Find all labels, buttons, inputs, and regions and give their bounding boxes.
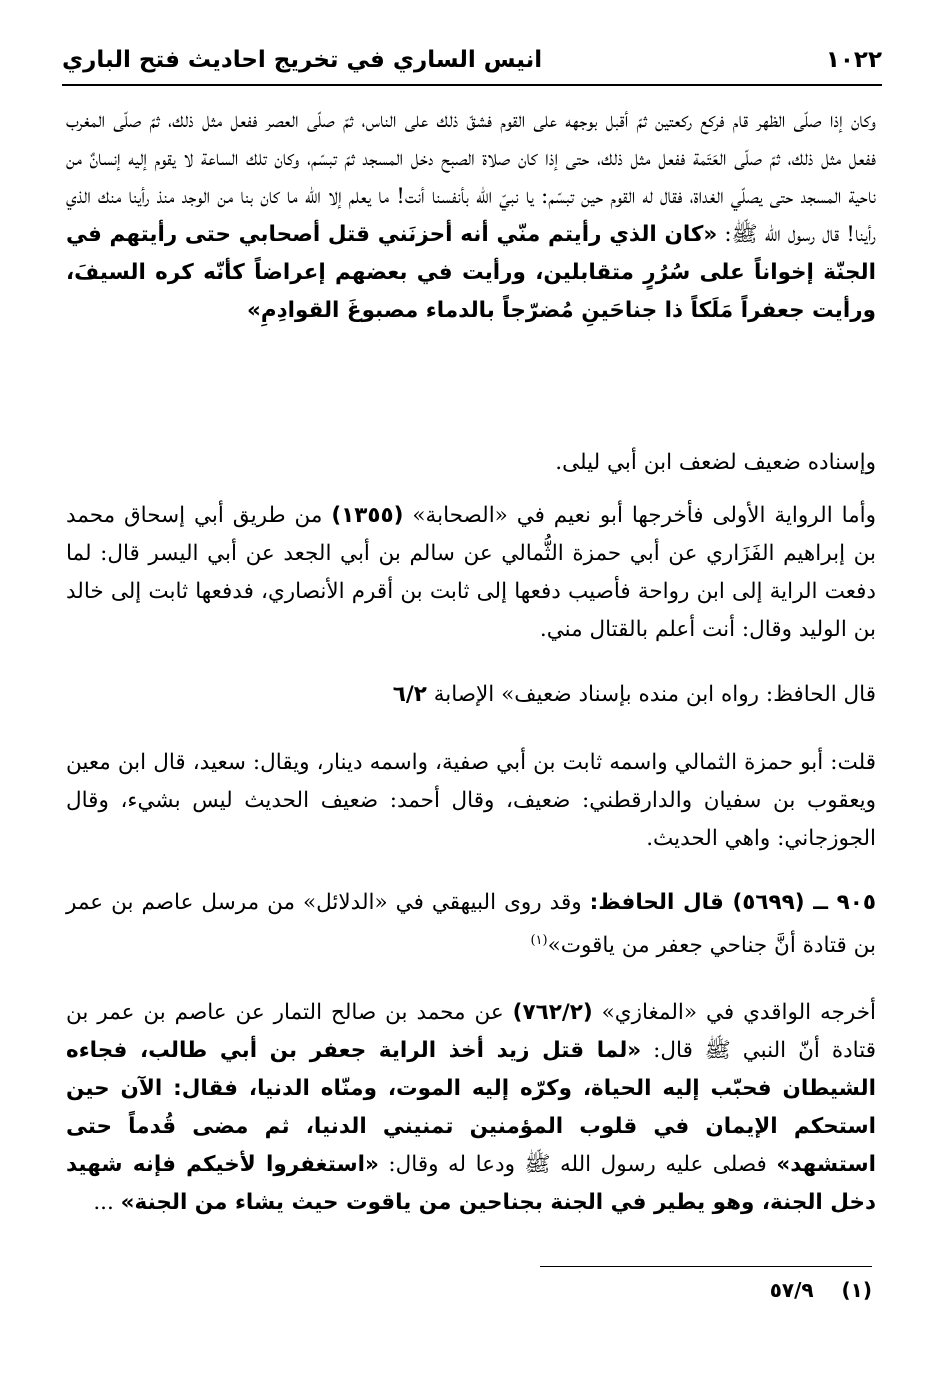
hadith-quote-2: «استغفروا لأخيكم فإنه شهيد دخل الجنة، وهو يطير في الجنة بجناحين من ياقوت حيث يشاء من الجنة» (66, 1152, 876, 1215)
footnote-mark: (١) (841, 1278, 872, 1302)
header-divider (62, 84, 882, 86)
paragraph-hadith-narration (66, 102, 876, 330)
footnote-text: ٥٧/٩ (769, 1278, 814, 1302)
hadith-number: (١٣٥٥) (331, 503, 404, 528)
paragraph-first-narration (66, 497, 876, 649)
hadith-quote-1: «لما قتل زيد أخذ الراية جعفر بن أبي طالب، فجاءه الشيطان فحبّب إليه الحياة، وكرّه إليه الموت، ومنّاه الدنيا، فقال: الآن حين استحكم الإيمان في قلوب المؤمنين تمنيني الدنيا، ثم مضى قُدماً حتى استشهد» (66, 1038, 876, 1177)
footnote-divider (540, 1266, 872, 1267)
prophet-quote: «كان الذي رأيتم منّي أنه أحزنَني قتل أصحابي حتى رأيتهم في الجنّة إخواناً على سُرُرٍ متقابلين، ورأيت في بعضهم إعراضاً كأنّه كره السيفَ، ورأيت جعفراً مَلَكاً ذا جناحَينِ مُضرّجاً بالدماء مصبوغَ القوادِمِ» (66, 222, 876, 323)
paragraph-hafiz-quote (66, 676, 876, 714)
entry-label: ٩٠٥ ــ (٥٦٩٩) قال الحافظ: (589, 890, 876, 915)
takhrij-intro: أخرجه الواقدي في «المغازي» (601, 1000, 876, 1025)
narration-text: وكان إذا صلّى الظهر قام فركع ركعتين ثمّ أقبل بوجهه على القوم فشقّ ذلك على الناس، ثمّ صلّى العصر ففعل مثل ذلك، ثمّ صلّى المغرب ففعل مثل ذلك، ثمّ صلّى العَتَمة ففعل مثل ذلك، حتى إذا كان صلاة الصبح دخل المسجد ثمّ تبسّم، وكان تلك الساعة لا يقوم إليه إنسانٌ من ناحية المسجد حتى يصلّي الغداة، فقال له القوم حين تبسّم: يا نبيّ الله بأنفسنا أنت! ما يعلم إلا الله ما كان بنا من الوجد منذ رأينا منك الذي رأينا! قال رسول الله ﷺ: (66, 108, 876, 247)
first-narration-intro: وأما الرواية الأولى فأخرجها أبو نعيم في «الصحابة» (412, 503, 876, 528)
author-note-text: قلت: أبو حمزة الثمالي واسمه ثابت بن أبي صفية، واسمه دينار، ويقال: سعيد، قال ابن معين ويعقوب بن سفيان والدارقطني: ضعيف، وقال أحمد: ضعيف الحديث ليس بشيء، وقال الجوزجاني: واهي الحديث. (66, 750, 876, 851)
first-narration-text: من طريق أبي إسحاق محمد بن إبراهيم الفَزَاري عن أبي حمزة الثُّمالي عن سالم بن أبي الجعد عن أبي اليسر قال: لما دفعت الراية إلى ابن رواحة فأصيب دفعها إلى ثابت بن أقرم الأنصاري، فدفعها ثابت إلى خالد بن الوليد وقال: أنت أعلم بالقتال مني. (66, 503, 876, 642)
entry-text: وقد روى البيهقي في «الدلائل» من مرسل عاصم بن عمر بن قتادة أنَّ جناحي جعفر من ياقوت» (66, 890, 876, 959)
hafiz-quote-text: قال الحافظ: رواه ابن منده بإسناد ضعيف» الإصابة (433, 682, 876, 707)
paragraph-author-note (66, 744, 876, 858)
takhrij-chain: عن محمد بن صالح التمار عن عاصم بن عمر بن قتادة أنّ النبي ﷺ قال: (66, 1000, 876, 1063)
ellipsis: ... (93, 1190, 114, 1215)
isaba-reference: ٦/٢ (392, 682, 427, 707)
page-header (62, 40, 882, 80)
paragraph-isnad-note (66, 444, 876, 482)
isnad-note-text: وإسناده ضعيف لضعف ابن أبي ليلى. (555, 450, 876, 475)
maghazi-reference: (٧٦٢/٢) (512, 1000, 593, 1025)
takhrij-middle: فصلى عليه رسول الله ﷺ ودعا له وقال: (388, 1152, 767, 1177)
book-title: انيس الساري في تخريج احاديث فتح الباري (62, 47, 543, 73)
footnote (770, 1278, 872, 1302)
footnote-marker: (١) (530, 933, 548, 948)
paragraph-waqidi-takhrij (66, 994, 876, 1222)
page-number: ١٠٢٢ (825, 47, 882, 73)
paragraph-entry-905 (66, 884, 876, 965)
